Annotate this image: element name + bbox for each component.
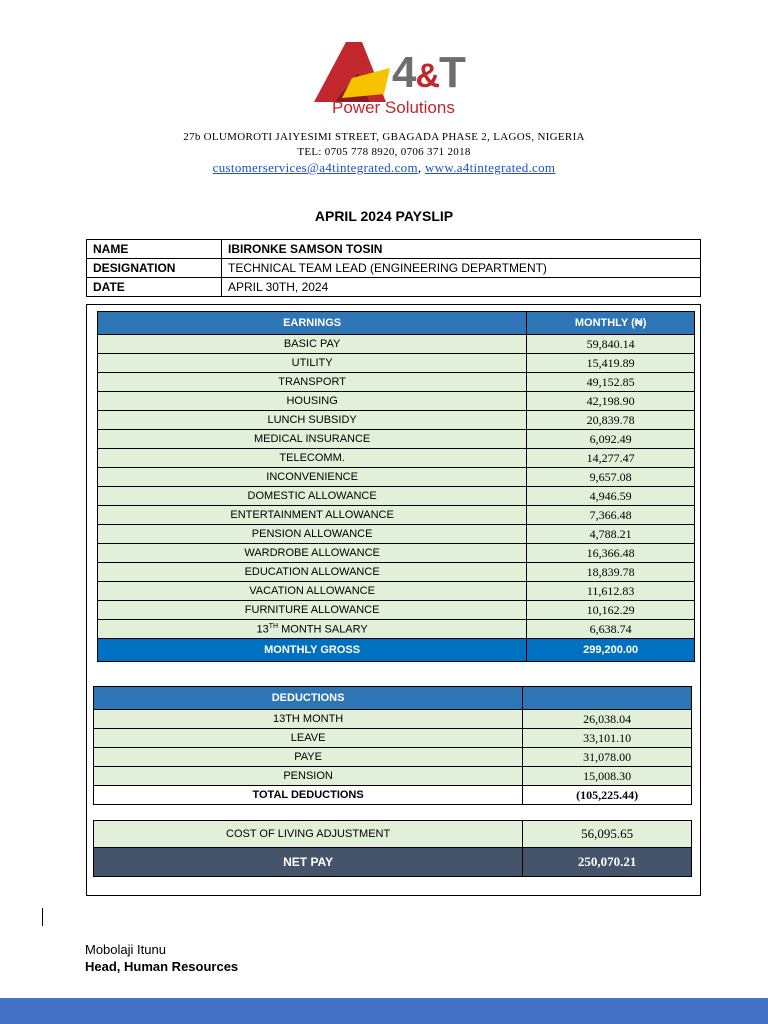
monthly-header: MONTHLY (₦) [527,312,695,335]
deduction-label: PENSION [94,767,523,786]
deduction-rows [94,710,692,786]
earning-label: VACATION ALLOWANCE [98,582,527,601]
table-row [98,373,695,392]
earning-value: 6,638.74 [527,620,695,639]
earning-value: 11,612.83 [527,582,695,601]
earning-value: 18,839.78 [527,563,695,582]
company-telephone: TEL: 0705 778 8920, 0706 371 2018 [297,146,471,158]
text-cursor [42,908,43,926]
table-row [98,335,695,354]
deductions-header-row [94,687,692,710]
table-row [94,767,692,786]
logo-brand: 4&T [392,48,465,97]
earning-value: 14,277.47 [527,449,695,468]
net-pay-label: NET PAY [94,848,523,877]
table-row [98,411,695,430]
contact-separator: , [417,160,425,175]
earnings-header-row [98,312,695,335]
payslip-title: APRIL 2024 PAYSLIP [314,208,454,224]
cola-label: COST OF LIVING ADJUSTMENT [94,821,523,848]
info-label: DESIGNATION [87,259,222,278]
deduction-label: PAYE [94,748,523,767]
earning-label: HOUSING [98,392,527,411]
earning-label: BASIC PAY [98,335,527,354]
info-label: DATE [87,278,222,297]
signatory-role: Head, Human Resources [85,959,239,974]
company-contact-links [0,160,768,176]
logo-tagline: Power Solutions [332,98,455,117]
total-deductions-value: (105,225.44) [523,786,692,805]
earning-label: 13TH MONTH SALARY [98,620,527,639]
earnings-header: EARNINGS [98,312,527,335]
earning-label: EDUCATION ALLOWANCE [98,563,527,582]
logo-a-mark-icon [312,40,402,104]
table-row [98,487,695,506]
table-row [98,430,695,449]
gross-label: MONTHLY GROSS [98,639,527,662]
earning-label: UTILITY [98,354,527,373]
table-row [94,729,692,748]
earning-label: INCONVENIENCE [98,468,527,487]
table-row [94,748,692,767]
table-row [98,544,695,563]
total-deductions-label: TOTAL DEDUCTIONS [94,786,523,805]
info-row-date [87,278,701,297]
email-link[interactable]: customerservices@a4tintegrated.com [212,160,418,175]
earnings-table [97,311,695,662]
earnings-rows [98,335,695,620]
earning-label: MEDICAL INSURANCE [98,430,527,449]
employee-info-table [86,239,701,297]
deduction-value: 33,101.10 [523,729,692,748]
signatory-name: Mobolaji Itunu [85,942,166,957]
info-value: IBIRONKE SAMSON TOSIN [222,240,701,259]
earning-label: ENTERTAINMENT ALLOWANCE [98,506,527,525]
earning-label: DOMESTIC ALLOWANCE [98,487,527,506]
info-row-designation [87,259,701,278]
deduction-value: 15,008.30 [523,767,692,786]
info-row-name [87,240,701,259]
earning-value: 4,946.59 [527,487,695,506]
deductions-value-header [523,687,692,710]
deduction-label: LEAVE [94,729,523,748]
table-row [98,354,695,373]
website-link[interactable]: www.a4tintegrated.com [424,160,556,175]
net-pay-row [94,848,692,877]
earning-value: 49,152.85 [527,373,695,392]
table-row [94,710,692,729]
table-row [98,449,695,468]
table-row [98,620,695,639]
table-row [98,392,695,411]
earning-value: 6,092.49 [527,430,695,449]
company-logo [312,40,478,120]
earning-value: 10,162.29 [527,601,695,620]
table-row [98,563,695,582]
earning-value: 59,840.14 [527,335,695,354]
table-row [98,525,695,544]
company-address: 27b OLUMOROTI JAIYESIMI STREET, GBAGADA PHASE 2, LAGOS, NIGERIA [183,131,585,143]
deduction-value: 26,038.04 [523,710,692,729]
earning-label: LUNCH SUBSIDY [98,411,527,430]
deductions-header: DEDUCTIONS [94,687,523,710]
table-row [98,601,695,620]
info-value: TECHNICAL TEAM LEAD (ENGINEERING DEPARTMENT) [222,259,701,278]
footer-band [0,998,768,1024]
cola-value: 56,095.65 [523,821,692,848]
table-row [98,582,695,601]
gross-value: 299,200.00 [527,639,695,662]
net-pay-value: 250,070.21 [523,848,692,877]
deduction-value: 31,078.00 [523,748,692,767]
deductions-table [93,686,692,805]
earning-label: TELECOMM. [98,449,527,468]
total-deductions-row [94,786,692,805]
earning-value: 9,657.08 [527,468,695,487]
earning-value: 7,366.48 [527,506,695,525]
earning-value: 42,198.90 [527,392,695,411]
table-row [98,506,695,525]
earning-label: TRANSPORT [98,373,527,392]
earning-value: 4,788.21 [527,525,695,544]
earning-value: 20,839.78 [527,411,695,430]
earning-value: 16,366.48 [527,544,695,563]
earning-value: 15,419.89 [527,354,695,373]
earning-label: WARDROBE ALLOWANCE [98,544,527,563]
earning-label: FURNITURE ALLOWANCE [98,601,527,620]
monthly-gross-row [98,639,695,662]
table-row [98,468,695,487]
info-label: NAME [87,240,222,259]
cola-row [94,821,692,848]
earning-label: PENSION ALLOWANCE [98,525,527,544]
deduction-label: 13TH MONTH [94,710,523,729]
summary-table [93,820,692,877]
info-value: APRIL 30TH, 2024 [222,278,701,297]
